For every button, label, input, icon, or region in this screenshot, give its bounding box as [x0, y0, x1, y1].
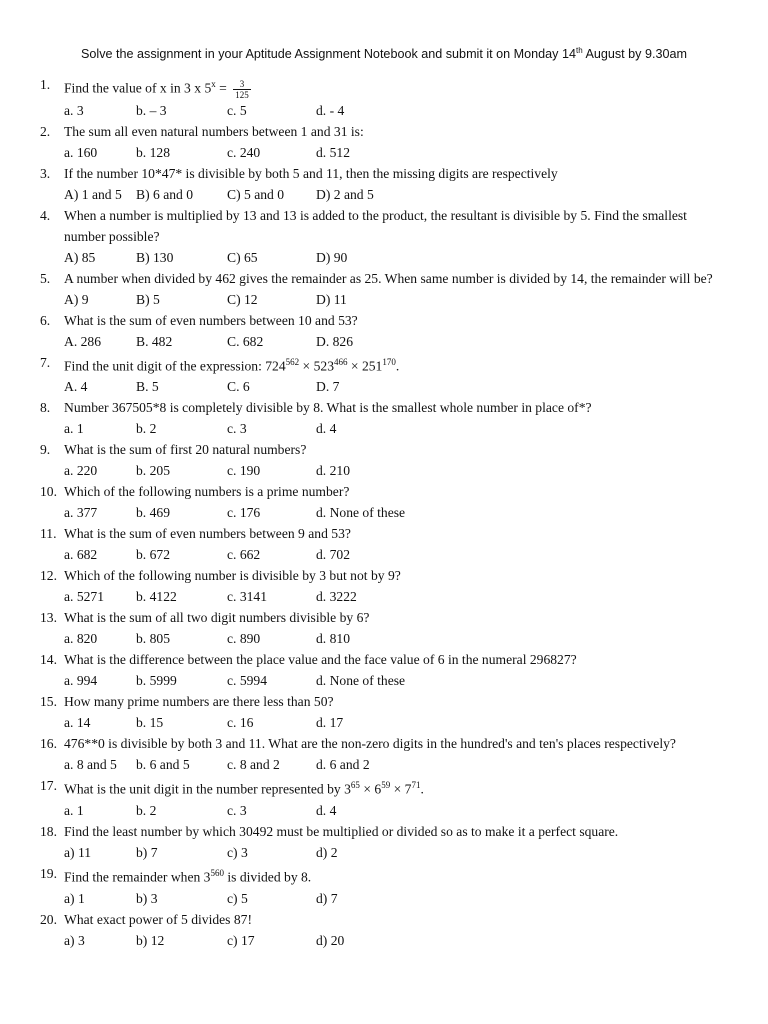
options-row — [0, 586, 768, 607]
expression-term: × 523 — [299, 358, 334, 374]
options-row — [0, 930, 768, 951]
option-c: c. 190 — [227, 463, 261, 479]
options-row — [0, 842, 768, 863]
option-c: c. 890 — [227, 631, 261, 647]
question-number: 2. — [40, 123, 51, 139]
options-row — [0, 888, 768, 909]
option-d: D. 826 — [316, 333, 354, 349]
options-row — [0, 142, 768, 163]
question-text: What is the sum of even numbers between 10 and 53? — [64, 312, 358, 328]
question-text: A number when divided by 462 gives the remainder as 25. When same number is divided by 14, the remainder will be? — [64, 270, 713, 286]
instructions-text: Solve the assignment in your Aptitude Assignment Notebook and submit it on Monday 14 — [81, 47, 576, 62]
exponent: 71 — [411, 780, 421, 791]
question-text: How many prime numbers are there less than 50? — [64, 694, 334, 710]
options-row — [0, 331, 768, 352]
option-d: d. 210 — [316, 463, 350, 479]
option-d: d. None of these — [316, 673, 406, 689]
question-11 — [0, 523, 768, 565]
question-number: 16. — [40, 736, 57, 752]
options-row — [0, 100, 768, 121]
question-number: 20. — [40, 911, 57, 927]
question-14 — [0, 649, 768, 691]
options-row — [0, 247, 768, 268]
option-c: c. 240 — [227, 144, 261, 160]
question-3 — [0, 163, 768, 205]
options-row — [0, 670, 768, 691]
question-2 — [0, 121, 768, 163]
exponent: x — [211, 79, 216, 89]
question-number: 10. — [40, 484, 57, 500]
question-13 — [0, 607, 768, 649]
exponent: 59 — [381, 780, 391, 791]
question-number: 3. — [40, 165, 51, 181]
option-c: c. 5994 — [227, 673, 268, 689]
question-8 — [0, 397, 768, 439]
option-c: c) 3 — [227, 844, 248, 860]
options-row — [0, 460, 768, 481]
option-b: b) 7 — [136, 844, 158, 860]
question-18 — [0, 821, 768, 863]
question-number: 14. — [40, 652, 57, 668]
question-12 — [0, 565, 768, 607]
option-a: a) 3 — [64, 932, 85, 948]
option-b: B) 5 — [136, 291, 160, 307]
question-text: Find the remainder when 3 — [64, 869, 211, 885]
assignment-instructions — [0, 46, 768, 61]
exponent: 170 — [382, 356, 396, 367]
question-text: What is the sum of even numbers between 9 and 53? — [64, 526, 351, 542]
question-4 — [0, 205, 768, 268]
ordinal-suffix: th — [575, 46, 583, 55]
exponent: 65 — [350, 780, 360, 791]
option-c: C) 65 — [227, 249, 258, 265]
question-number: 19. — [40, 865, 57, 881]
option-b: b. – 3 — [136, 102, 167, 118]
option-b: b. 15 — [136, 715, 164, 731]
question-text: What is the sum of first 20 natural numbers? — [64, 442, 307, 458]
question-number: 13. — [40, 610, 57, 626]
option-a: A. 4 — [64, 379, 88, 395]
question-number: 4. — [40, 207, 51, 223]
question-text: 476**0 is divisible by both 3 and 11. What are the non-zero digits in the hundred's and ten's places respectively? — [64, 736, 676, 752]
option-d: d. 4 — [316, 421, 337, 437]
option-b: b. 2 — [136, 421, 157, 437]
option-c: c) 17 — [227, 932, 255, 948]
fraction-denominator: 125 — [235, 89, 249, 100]
option-c: c. 3 — [227, 421, 247, 437]
question-16 — [0, 733, 768, 775]
option-d: D) 2 and 5 — [316, 186, 374, 202]
question-number: 5. — [40, 270, 51, 286]
option-a: A) 1 and 5 — [64, 186, 122, 202]
option-b: b) 3 — [136, 890, 158, 906]
fraction-numerator: 3 — [233, 79, 251, 90]
option-a: a) 11 — [64, 844, 92, 860]
question-10 — [0, 481, 768, 523]
question-text: What is the unit digit in the number represented by 3 — [64, 781, 351, 797]
question-number: 17. — [40, 778, 57, 794]
option-b: b. 205 — [136, 463, 170, 479]
option-c: c. 662 — [227, 547, 261, 563]
options-row — [0, 800, 768, 821]
question-text: Which of the following numbers is a prime number? — [64, 484, 350, 500]
option-b: B. 482 — [136, 333, 173, 349]
option-b: b. 2 — [136, 802, 157, 818]
option-a: A) 85 — [64, 249, 96, 265]
question-number: 7. — [40, 354, 51, 370]
options-row — [0, 712, 768, 733]
option-b: b. 805 — [136, 631, 170, 647]
option-a: a. 5271 — [64, 589, 105, 605]
option-d: d) 7 — [316, 890, 338, 906]
option-c: c. 16 — [227, 715, 254, 731]
option-a: a. 682 — [64, 547, 98, 563]
question-text: Find the least number by which 30492 must be multiplied or divided so as to make it a perfect square. — [64, 823, 619, 839]
option-b: b) 12 — [136, 932, 165, 948]
instructions-text-end: August by 9.30am — [582, 47, 687, 62]
expression-term: × 251 — [347, 358, 383, 374]
question-text: What is the difference between the place value and the face value of 6 in the numeral 296827? — [64, 652, 577, 668]
question-text: Number 367505*8 is completely divisible by 8. What is the smallest whole number in place of*? — [64, 400, 592, 416]
exponent: 560 — [210, 867, 224, 878]
option-a: A) 9 — [64, 291, 89, 307]
options-row — [0, 628, 768, 649]
question-5 — [0, 268, 768, 310]
question-number: 6. — [40, 312, 51, 328]
option-d: d. 702 — [316, 547, 350, 563]
option-d: D. 7 — [316, 379, 340, 395]
option-a: a. 14 — [64, 715, 91, 731]
question-number: 12. — [40, 568, 57, 584]
option-d: d. 6 and 2 — [316, 757, 370, 773]
equals-sign: = — [215, 80, 231, 96]
option-d: d) 2 — [316, 844, 338, 860]
question-text: Find the value of x in 3 x 5 — [64, 80, 212, 96]
options-row — [0, 754, 768, 775]
option-c: c. 3 — [227, 802, 247, 818]
options-row — [0, 418, 768, 439]
option-d: D) 11 — [316, 291, 347, 307]
option-d: d. 17 — [316, 715, 344, 731]
question-number: 9. — [40, 442, 51, 458]
fraction — [233, 79, 251, 100]
option-b: b. 4122 — [136, 589, 177, 605]
option-c: C. 6 — [227, 379, 250, 395]
expression-term: × 7 — [390, 781, 412, 797]
option-b: b. 5999 — [136, 673, 177, 689]
options-row — [0, 184, 768, 205]
question-1 — [0, 74, 768, 121]
option-c: c) 5 — [227, 890, 248, 906]
question-text: When a number is multiplied by 13 and 13 is added to the product, the resultant is divisible by 5. Find the smallest number possible? — [64, 207, 687, 244]
option-b: b. 672 — [136, 547, 170, 563]
option-a: a. 160 — [64, 144, 98, 160]
question-15 — [0, 691, 768, 733]
option-d: d. - 4 — [316, 102, 345, 118]
options-row — [0, 502, 768, 523]
question-text: What is the sum of all two digit numbers divisible by 6? — [64, 610, 370, 626]
option-d: d. 810 — [316, 631, 350, 647]
question-17 — [0, 775, 768, 821]
question-number: 11. — [40, 526, 57, 542]
option-a: a. 994 — [64, 673, 98, 689]
option-b: B) 6 and 0 — [136, 186, 194, 202]
option-a: a. 377 — [64, 505, 98, 521]
expression-end: . — [420, 781, 424, 797]
option-a: a. 1 — [64, 421, 84, 437]
option-b: B. 5 — [136, 379, 159, 395]
question-text-end: is divided by 8. — [223, 869, 312, 885]
question-text: What exact power of 5 divides 87! — [64, 911, 252, 927]
question-number: 18. — [40, 823, 57, 839]
question-number: 15. — [40, 694, 57, 710]
option-a: a. 220 — [64, 463, 98, 479]
option-c: c. 176 — [227, 505, 261, 521]
question-6 — [0, 310, 768, 352]
option-b: B) 130 — [136, 249, 174, 265]
option-a: a. 820 — [64, 631, 98, 647]
question-text: The sum all even natural numbers between 1 and 31 is: — [64, 123, 364, 139]
option-a: a. 1 — [64, 802, 84, 818]
option-c: C) 5 and 0 — [227, 186, 285, 202]
option-c: C) 12 — [227, 291, 258, 307]
options-row — [0, 544, 768, 565]
option-d: d. 3222 — [316, 589, 357, 605]
option-b: b. 128 — [136, 144, 170, 160]
question-text: Which of the following number is divisible by 3 but not by 9? — [64, 568, 401, 584]
question-text: Find the unit digit of the expression: 724 — [64, 358, 286, 374]
question-7 — [0, 352, 768, 398]
option-d: d) 20 — [316, 932, 345, 948]
option-d: d. 4 — [316, 802, 337, 818]
option-c: c. 3141 — [227, 589, 268, 605]
option-a: a) 1 — [64, 890, 85, 906]
question-number: 8. — [40, 400, 51, 416]
option-d: d. None of these — [316, 505, 406, 521]
option-a: a. 3 — [64, 102, 84, 118]
option-c: c. 5 — [227, 102, 247, 118]
expression-term: × 6 — [359, 781, 382, 797]
question-text: If the number 10*47* is divisible by both 5 and 11, then the missing digits are respectively — [64, 165, 558, 181]
options-row — [0, 289, 768, 310]
option-d: D) 90 — [316, 249, 348, 265]
question-20 — [0, 909, 768, 951]
option-c: C. 682 — [227, 333, 264, 349]
option-b: b. 6 and 5 — [136, 757, 190, 773]
question-number: 1. — [40, 77, 51, 92]
option-c: c. 8 and 2 — [227, 757, 280, 773]
option-d: d. 512 — [316, 144, 350, 160]
option-a: a. 8 and 5 — [64, 757, 117, 773]
question-list — [0, 74, 768, 951]
exponent: 466 — [334, 356, 348, 367]
question-19 — [0, 863, 768, 909]
exponent: 562 — [285, 356, 300, 367]
option-b: b. 469 — [136, 505, 170, 521]
options-row — [0, 376, 768, 397]
option-a: A. 286 — [64, 333, 102, 349]
question-9 — [0, 439, 768, 481]
expression-end: . — [395, 358, 400, 374]
